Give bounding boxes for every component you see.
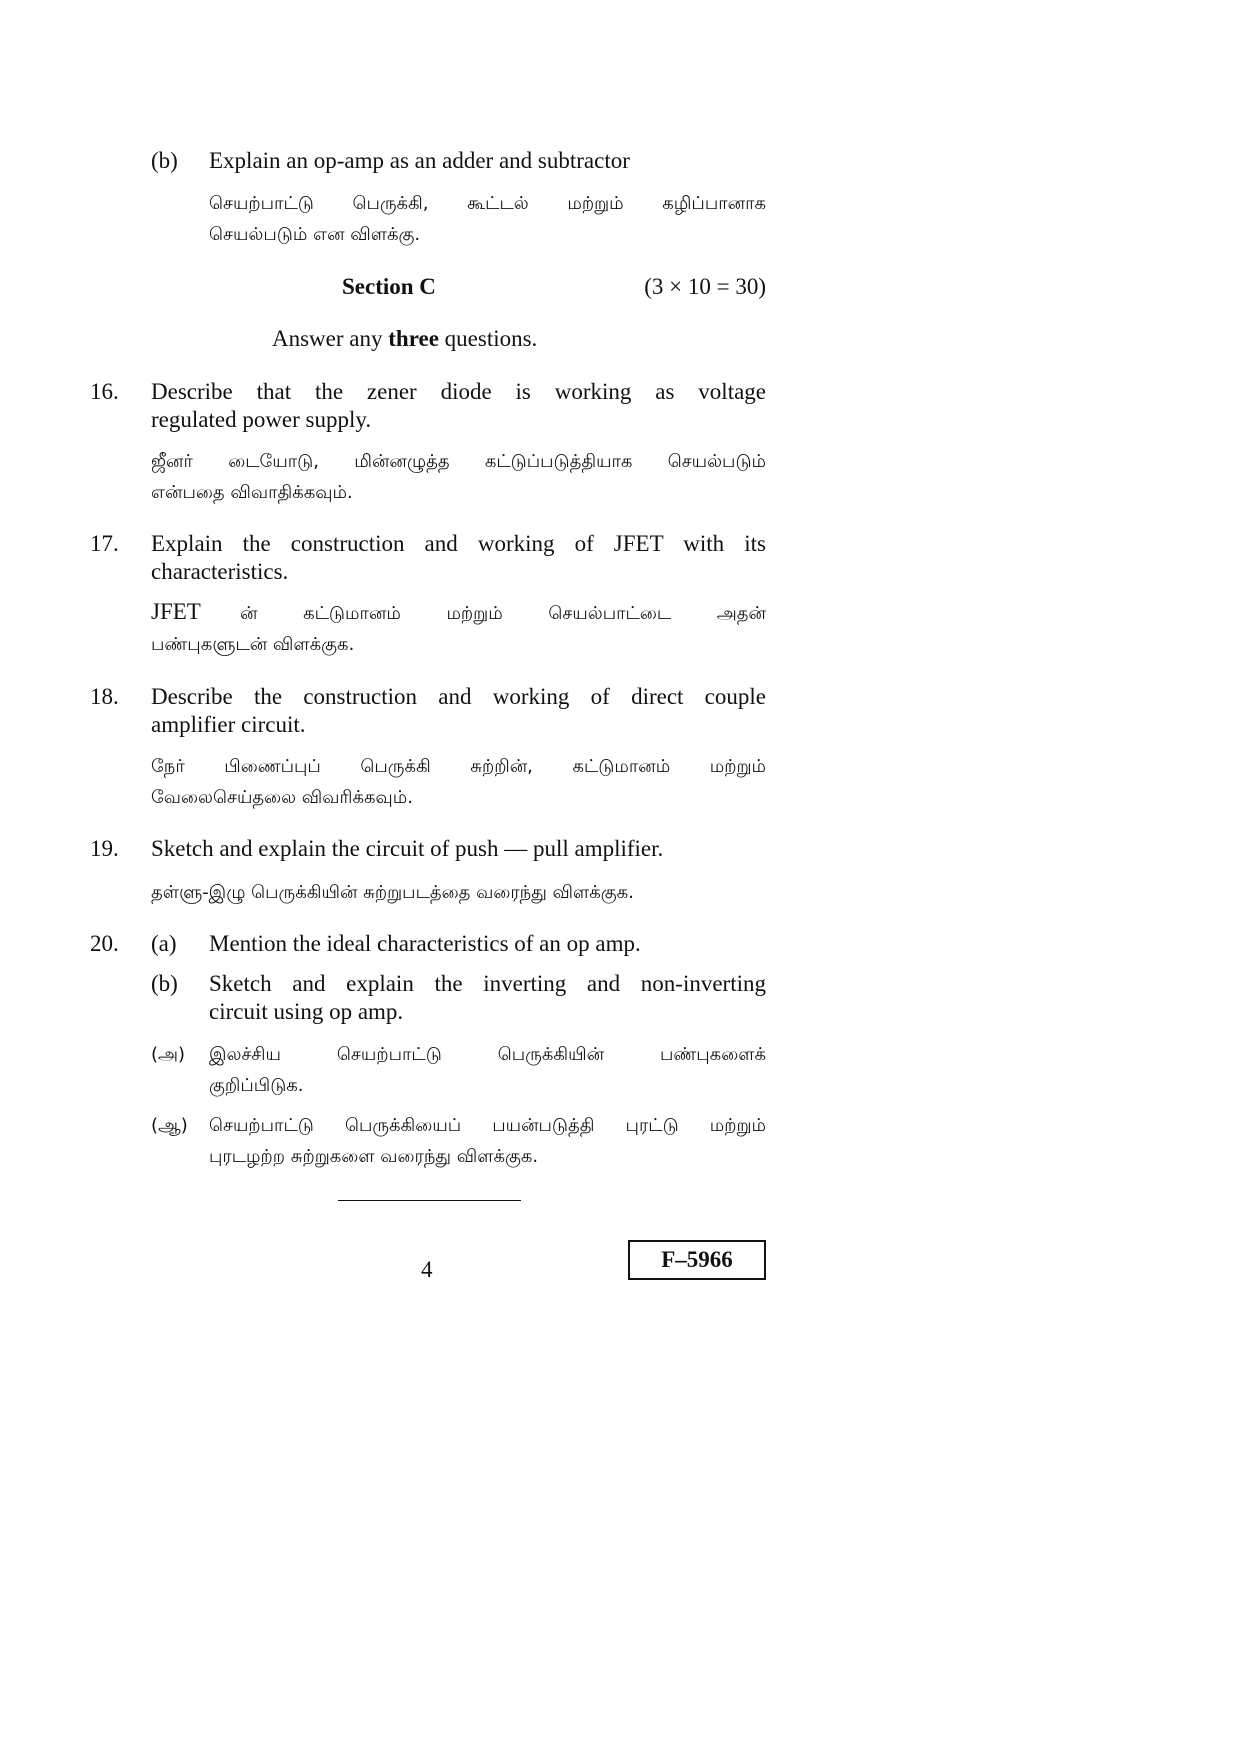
- q19-number: 19.: [90, 836, 119, 861]
- q15b-english: Explain an op-amp as an adder and subtractor: [209, 148, 630, 173]
- q18-tamil-line2: வேலைசெய்தலை விவரிக்கவும்.: [151, 787, 413, 808]
- paper-code-box: [628, 1240, 766, 1280]
- q20-number: 20.: [90, 931, 119, 956]
- q19-english: Sketch and explain the circuit of push — pull amplifier.: [151, 836, 664, 861]
- q18-english-line2: amplifier circuit.: [151, 712, 306, 737]
- q15b-tamil-line2: செயல்படும் என விளக்கு.: [209, 224, 421, 245]
- q17-number: 17.: [90, 531, 119, 556]
- q18-english-line1: Describe the construction and working of direct couple: [151, 684, 766, 709]
- q17-tamil-line2: பண்புகளுடன் விளக்குக.: [151, 634, 355, 655]
- q20b-label: (b): [151, 971, 178, 996]
- q20a-english: Mention the ideal characteristics of an op amp.: [209, 931, 641, 956]
- end-of-paper-rule: [338, 1200, 521, 1201]
- q17-english-line1: Explain the construction and working of JFET with its: [151, 531, 766, 556]
- q20-tamil-a-line1: இலச்சிய செயற்பாட்டு பெருக்கியின் பண்புகளைக்: [209, 1044, 766, 1065]
- q15b-label: (b): [151, 148, 178, 173]
- q16-english-line1: Describe that the zener diode is working as voltage: [151, 379, 766, 404]
- q16-tamil-line1: ஜீனர் டையோடு, மின்னழுத்த கட்டுப்படுத்தியாக செயல்படும்: [151, 451, 766, 472]
- q16-tamil-line2: என்பதை விவாதிக்கவும்.: [151, 482, 353, 503]
- q20-tamil-b-label: (ஆ): [151, 1115, 188, 1136]
- q18-number: 18.: [90, 684, 119, 709]
- q15b-tamil-line1: செயற்பாட்டு பெருக்கி, கூட்டல் மற்றும் கழிப்பானாக: [209, 193, 766, 214]
- q16-number: 16.: [90, 379, 119, 404]
- q17-tamil-code: JFET: [151, 599, 201, 624]
- q19-tamil: தள்ளு-இழு பெருக்கியின் சுற்றுபடத்தை வரைந்து விளக்குக.: [151, 882, 634, 903]
- paper-code: F–5966: [661, 1247, 733, 1272]
- q20b-english-line1: Sketch and explain the inverting and non-inverting: [209, 971, 766, 996]
- q17-tamil-line1: ன் கட்டுமானம் மற்றும் செயல்பாட்டை அதன்: [240, 603, 766, 624]
- q16-english-line2: regulated power supply.: [151, 407, 372, 432]
- section-marks: (3 × 10 = 30): [644, 274, 766, 299]
- q20a-label: (a): [151, 931, 177, 956]
- q20-tamil-a-label: (அ): [151, 1044, 186, 1065]
- q20-tamil-b-line1: செயற்பாட்டு பெருக்கியைப் பயன்படுத்தி புரட்டு மற்றும்: [209, 1115, 766, 1136]
- section-title: Section C: [342, 274, 436, 299]
- page-number: 4: [421, 1257, 433, 1282]
- q18-tamil-line1: நேர் பிணைப்புப் பெருக்கி சுற்றின், கட்டுமானம் மற்றும்: [151, 756, 766, 777]
- q17-english-line2: characteristics.: [151, 559, 289, 584]
- q20-tamil-b-line2: புரடழற்ற சுற்றுகளை வரைந்து விளக்குக.: [209, 1146, 539, 1167]
- section-instruction: Answer any three questions.: [272, 326, 538, 351]
- q20-tamil-a-line2: குறிப்பிடுக.: [209, 1075, 304, 1096]
- q20b-english-line2: circuit using op amp.: [209, 999, 404, 1024]
